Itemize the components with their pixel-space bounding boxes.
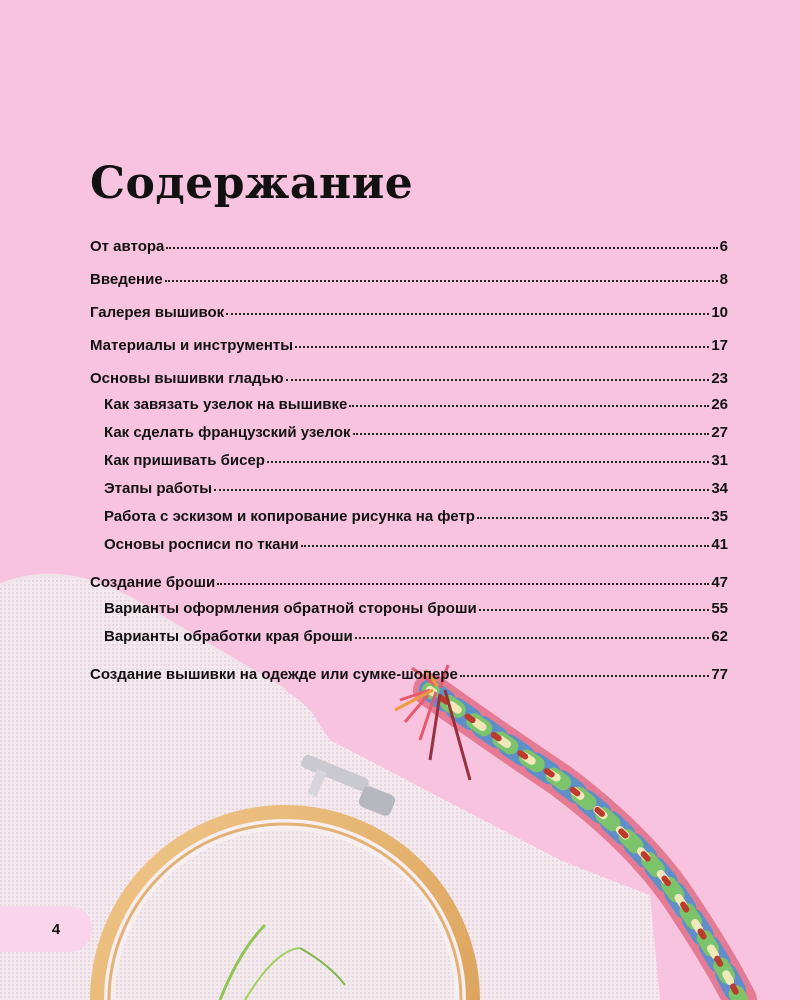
toc-entry-page: 26 (711, 396, 728, 413)
toc-subentry[interactable] (90, 424, 728, 452)
dot-leader (353, 422, 710, 435)
toc-entry[interactable] (90, 370, 728, 396)
toc-entry-page: 23 (711, 370, 728, 387)
toc-subentry[interactable] (90, 480, 728, 508)
dot-leader (460, 664, 710, 677)
toc-entry-page: 34 (711, 480, 728, 497)
toc-subentry[interactable] (90, 508, 728, 536)
toc-entry-label: Введение (90, 271, 163, 288)
dot-leader (295, 335, 709, 348)
dot-leader (301, 534, 710, 547)
toc-entry-page: 17 (711, 337, 728, 354)
toc-entry-page: 77 (711, 666, 728, 683)
table-of-contents (90, 238, 728, 692)
toc-entry[interactable] (90, 574, 728, 600)
toc-subentry[interactable] (90, 628, 728, 656)
toc-entry-label: Как сделать французский узелок (104, 424, 351, 441)
toc-entry-label: Материалы и инструменты (90, 337, 294, 354)
toc-subentry[interactable] (90, 452, 728, 480)
toc-entry-label: Основы вышивки гладью (90, 370, 284, 387)
dot-leader (477, 506, 709, 519)
toc-entry-label: От автора (90, 238, 165, 255)
toc-entry-page: 35 (711, 508, 728, 525)
toc-entry-label: Этапы работы (104, 480, 213, 497)
dot-leader (267, 450, 709, 463)
toc-entry-label: Варианты оформления обратной стороны броши (104, 600, 477, 617)
toc-entry[interactable] (90, 666, 728, 692)
toc-entry-label: Как завязать узелок на вышивке (104, 396, 348, 413)
toc-entry-label: Основы росписи по ткани (104, 536, 299, 553)
toc-entry-label: Работа с эскизом и копирование рисунка на фетр (104, 508, 475, 525)
toc-entry[interactable] (90, 304, 728, 330)
toc-entry-page: 8 (719, 271, 728, 288)
dot-leader (166, 236, 717, 249)
dot-leader (217, 572, 709, 585)
toc-entry-label: Создание вышивки на одежде или сумке-шопере (90, 666, 458, 683)
dot-leader (286, 368, 710, 381)
dot-leader (349, 394, 709, 407)
dot-leader (165, 269, 718, 282)
toc-entry-page: 55 (711, 600, 728, 617)
dot-leader (355, 626, 710, 639)
toc-entry-label: Варианты обработки края броши (104, 628, 353, 645)
page-number-tab (0, 906, 92, 952)
dot-leader (214, 478, 709, 491)
dot-leader (479, 598, 710, 611)
toc-entry-page: 62 (711, 628, 728, 645)
toc-entry[interactable] (90, 238, 728, 264)
page-number: 4 (51, 920, 61, 938)
toc-entry[interactable] (90, 337, 728, 363)
toc-entry-page: 10 (711, 304, 728, 321)
toc-entry-label: Создание броши (90, 574, 216, 591)
toc-entry-page: 41 (711, 536, 728, 553)
toc-entry-label: Как пришивать бисер (104, 452, 265, 469)
dot-leader (226, 302, 709, 315)
toc-subentry[interactable] (90, 600, 728, 628)
toc-entry-label: Галерея вышивок (90, 304, 225, 321)
toc-entry-page: 31 (711, 452, 728, 469)
toc-subentry[interactable] (90, 396, 728, 424)
toc-entry-page: 27 (711, 424, 728, 441)
toc-entry-page: 47 (711, 574, 728, 591)
toc-subentry[interactable] (90, 536, 728, 564)
page-title: Содержание (90, 158, 414, 209)
toc-entry[interactable] (90, 271, 728, 297)
toc-entry-page: 6 (719, 238, 728, 255)
